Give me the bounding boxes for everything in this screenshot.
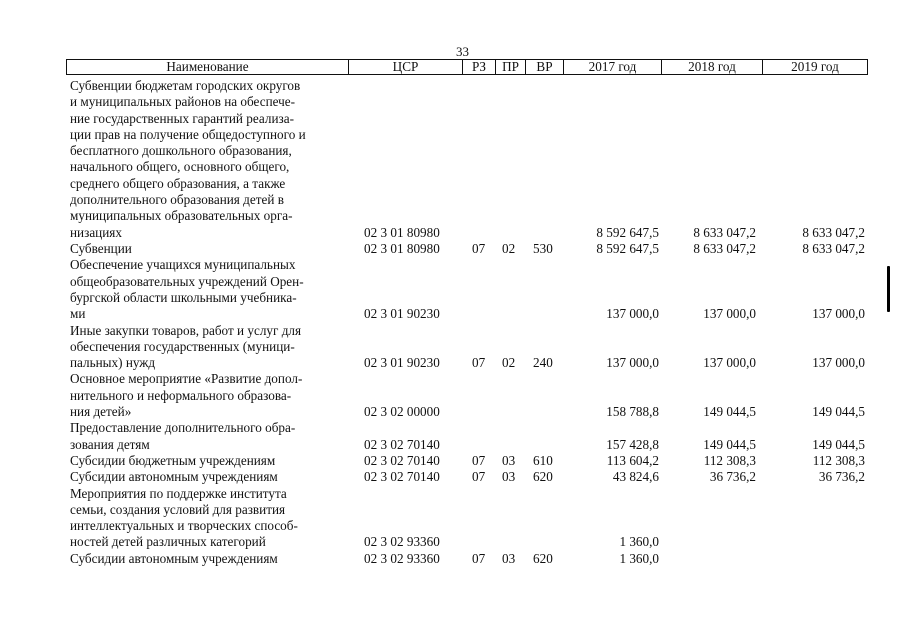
header-2017: 2017 год [563,60,661,74]
row-name-line: и муниципальных районов на обеспече- [70,94,296,110]
row-name-line: ностей детей различных категорий [70,534,266,550]
cell-y2018: 112 308,3 [703,452,756,468]
row-name [70,453,355,469]
cell-y2018: 8 633 047,2 [693,241,756,256]
table-row [0,551,905,567]
cell-csr: 02 3 02 70140 [364,436,440,452]
cell-vr: 240 [533,355,553,371]
cell-y2019: 36 736,2 [818,469,865,485]
row-name-line: Иные закупки товаров, работ и услуг для [70,322,302,338]
cell-vr: 530 [533,241,553,256]
cell-pr: 02 [502,355,516,371]
cell-csr: 02 3 02 93360 [364,534,440,550]
cell-csr: 02 3 01 90230 [364,306,440,322]
cell-y2018: 149 044,5 [703,403,756,419]
row-name-line: начального общего, основного общего, [70,159,290,175]
cell-y2019: 149 044,5 [812,403,865,419]
cell-y2017: 137 000,0 [606,306,659,322]
cell-csr: 02 3 02 00000 [364,403,440,419]
table-row [0,486,905,551]
cell-rz: 07 [472,241,486,256]
cell-csr: 02 3 01 90230 [364,355,440,371]
cell-pr: 03 [502,452,516,468]
cell-rz: 07 [472,355,486,371]
cell-csr: 02 3 02 70140 [364,452,440,468]
cell-rz: 07 [472,550,486,566]
cell-y2017: 1 360,0 [619,550,659,566]
cell-rz: 07 [472,452,486,468]
row-name-line: Основное мероприятие «Развитие допол- [70,371,303,387]
cell-csr: 02 3 02 93360 [364,550,440,566]
table-row [0,257,905,322]
row-name-line: Субвенции бюджетам городских округов [70,78,301,93]
row-name-line: нительного и неформального образова- [70,387,292,403]
cell-pr: 03 [502,550,516,566]
row-name-line: ния детей» [70,403,132,419]
row-name-line: Предоставление дополнительного обра- [70,420,296,436]
cell-y2017: 158 788,8 [606,403,659,419]
cell-vr: 610 [533,452,553,468]
table-row [0,78,905,241]
row-name-line: зования детям [70,436,150,452]
cell-y2017: 137 000,0 [606,355,659,371]
table-row [0,241,905,257]
cell-pr: 03 [502,469,516,485]
row-name-line: ми [70,306,86,322]
header-pr: ПР [495,60,525,74]
row-name [70,78,355,241]
row-name [70,551,355,567]
cell-pr: 02 [502,241,516,256]
table-row [0,420,905,453]
row-name [70,257,355,322]
cell-y2017: 1 360,0 [619,534,659,550]
cell-y2017: 8 592 647,5 [596,224,659,240]
table-header [66,59,868,75]
cell-y2019: 8 633 047,2 [802,241,865,256]
row-name-line: Субсидии автономным учреждениям [70,550,278,566]
header-name: Наименование [166,59,249,74]
header-2019: 2019 год [762,60,867,74]
row-name-line: Субвенции [70,241,132,256]
row-name-line: общеобразовательных учреждений Орен- [70,273,304,289]
cell-y2018: 149 044,5 [703,436,756,452]
cell-y2018: 8 633 047,2 [693,224,756,240]
cell-y2019: 112 308,3 [812,452,865,468]
cell-vr: 620 [533,550,553,566]
page-number: 33 [456,44,469,59]
cell-y2018: 36 736,2 [709,469,756,485]
cell-y2019: 8 633 047,2 [802,224,865,240]
cell-csr: 02 3 01 80980 [364,224,440,240]
cell-y2017: 8 592 647,5 [596,241,659,256]
cell-vr: 620 [533,469,553,485]
row-name [70,420,355,453]
row-name [70,371,355,420]
row-name-line: интеллектуальных и творческих способ- [70,518,298,534]
row-name-line: Субсидии автономным учреждениям [70,469,278,485]
row-name-line: низациях [70,224,122,240]
row-name-line: муниципальных образовательных орга- [70,208,293,224]
row-name-line: среднего общего образования, а также [70,175,286,191]
cell-y2019: 137 000,0 [812,355,865,371]
row-name-line: пальных) нужд [70,355,156,371]
row-name [70,323,355,372]
cell-rz: 07 [472,469,486,485]
cell-y2018: 137 000,0 [703,306,756,322]
row-name-line: бургской области школьными учебника- [70,289,297,305]
cell-y2017: 113 604,2 [606,452,659,468]
cell-y2019: 149 044,5 [812,436,865,452]
row-name [70,241,355,257]
margin-mark [887,266,890,312]
row-name-line: дополнительного образования детей в [70,192,284,208]
cell-csr: 02 3 02 70140 [364,469,440,485]
row-name-line: ние государственных гарантий реализа- [70,110,294,126]
header-vr: ВР [525,60,563,74]
cell-csr: 02 3 01 80980 [364,241,440,256]
table-row [0,453,905,469]
header-rz: РЗ [462,60,495,74]
row-name-line: ции прав на получение общедоступного и [70,126,306,142]
row-name-line: обеспечения государственных (муници- [70,338,295,354]
table-row [0,323,905,372]
row-name-line: Мероприятия по поддержке института [70,485,287,501]
row-name-line: Субсидии бюджетным учреждениям [70,452,276,468]
cell-y2019: 137 000,0 [812,306,865,322]
header-csr: ЦСР [348,60,462,74]
table-row [0,469,905,485]
row-name-line: Обеспечение учащихся муниципальных [70,257,296,273]
row-name-line: семьи, создания условий для развития [70,501,286,517]
header-2018: 2018 год [661,60,762,74]
row-name-line: бесплатного дошкольного образования, [70,143,292,159]
table-row [0,371,905,420]
cell-y2017: 43 824,6 [612,469,659,485]
cell-y2018: 137 000,0 [703,355,756,371]
row-name [70,486,355,551]
cell-y2017: 157 428,8 [606,436,659,452]
row-name [70,469,355,485]
